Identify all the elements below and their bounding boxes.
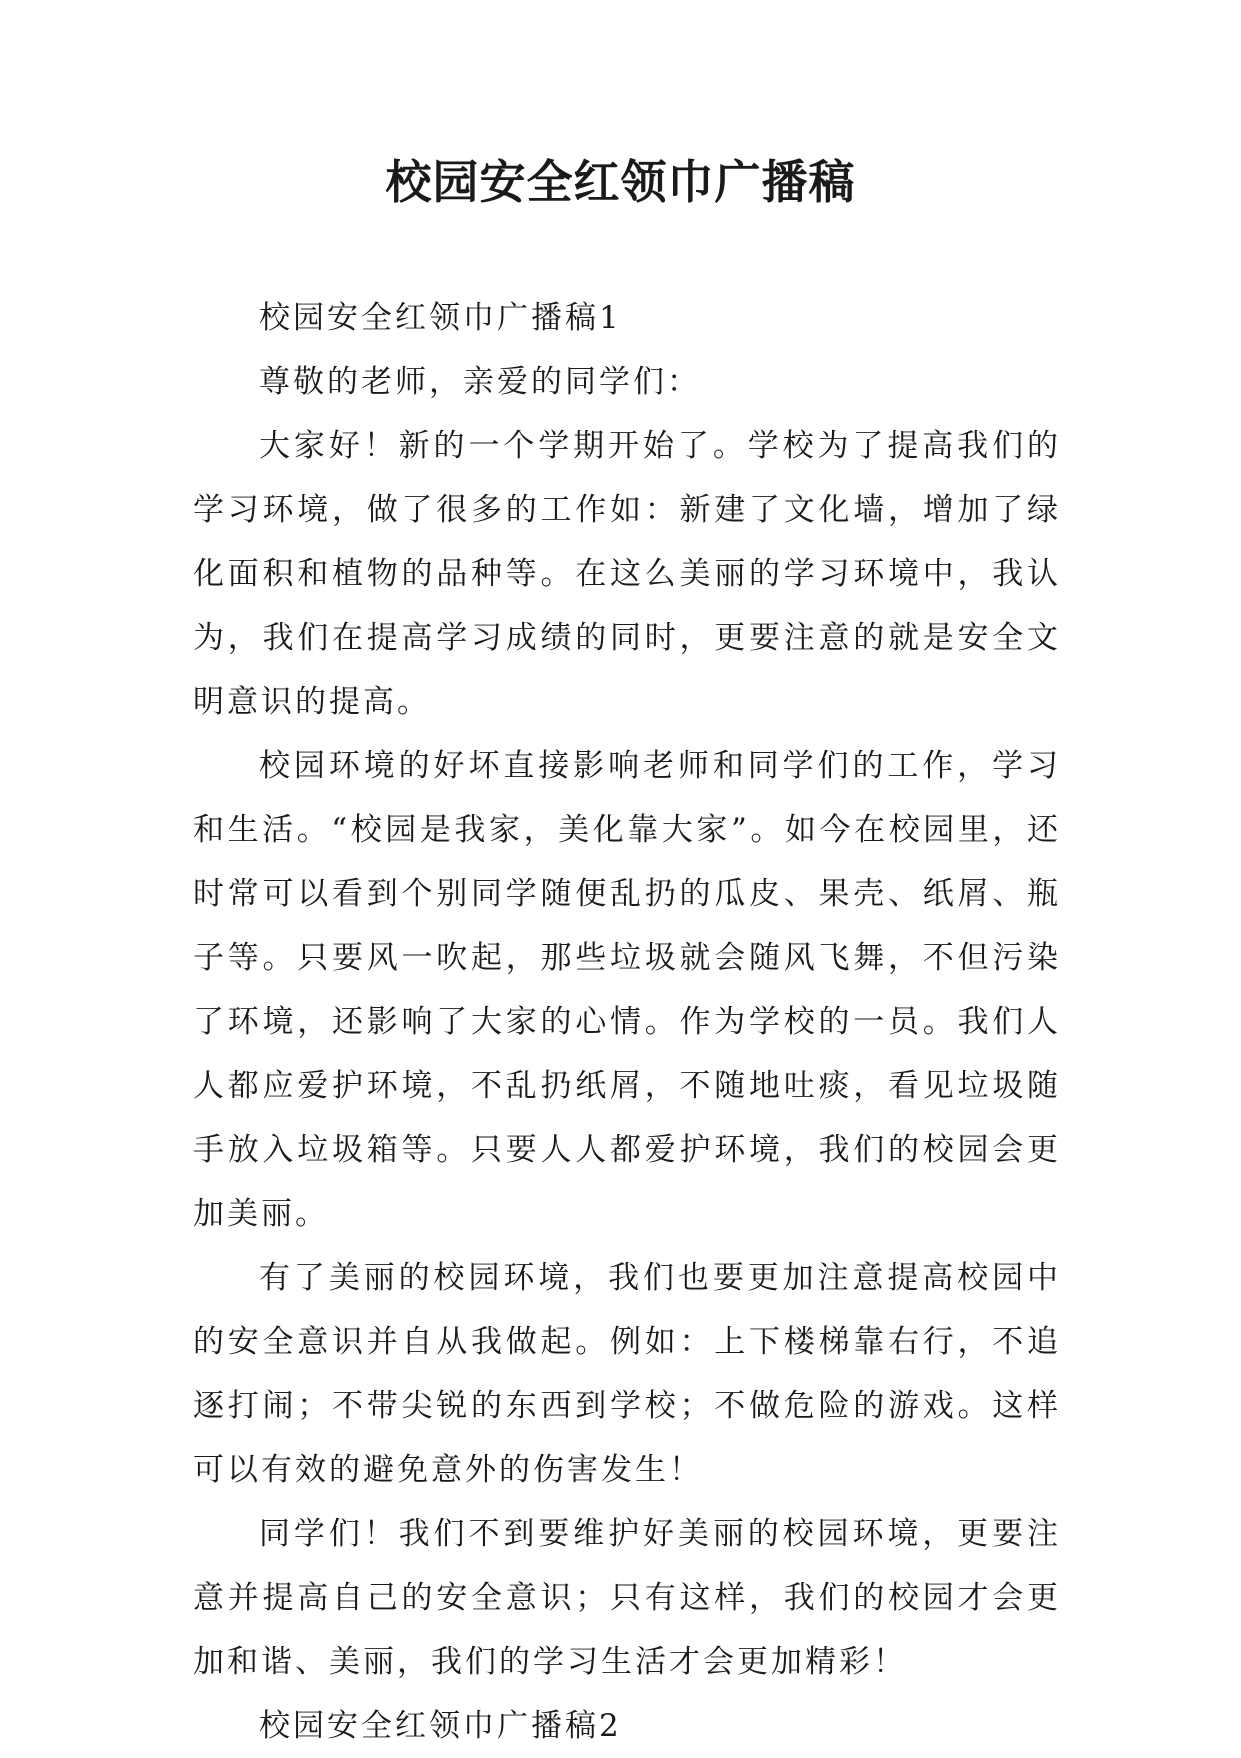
section-heading-2: 校园安全红领巾广播稿2: [259, 1708, 622, 1744]
salutation: 尊敬的老师，亲爱的同学们：: [259, 364, 701, 400]
body-paragraph: 校园环境的好坏直接影响老师和同学们的工作，学习和生活。“校园是我家，美化靠大家”。如今在校园里，还时常可以看到个别同学随便乱扔的瓜皮、果壳、纸屑、瓶子等。只要风一吹起，那些垃圾就会随风飞舞，不但污染了环境，还影响了大家的心情。作为学校的一员。我们人人都应爱护环境，不乱扔纸屑，不随地吐痰，看见垃圾随手放入垃圾箱等。只要人人都爱护环境，我们的校园会更加美丽。: [193, 748, 1061, 1232]
document-body: [193, 286, 1061, 1758]
body-paragraph: 有了美丽的校园环境，我们也要更加注意提高校园中的安全意识并自从我做起。例如：上下楼梯靠右行，不追逐打闹；不带尖锐的东西到学校；不做危险的游戏。这样可以有效的避免意外的伤害发生！: [193, 1260, 1061, 1488]
body-paragraph: 大家好！新的一个学期开始了。学校为了提高我们的学习环境，做了很多的工作如：新建了文化墙，增加了绿化面积和植物的品种等。在这么美丽的学习环境中，我认为，我们在提高学习成绩的同时，更要注意的就是安全文明意识的提高。: [193, 428, 1061, 720]
document-title: 校园安全红领巾广播稿: [385, 155, 856, 209]
body-paragraph: 同学们！我们不到要维护好美丽的校园环境，更要注意并提高自己的安全意识；只有这样，我们的校园才会更加和谐、美丽，我们的学习生活才会更加精彩！: [193, 1516, 1061, 1680]
section-heading-1: 校园安全红领巾广播稿1: [259, 300, 622, 336]
